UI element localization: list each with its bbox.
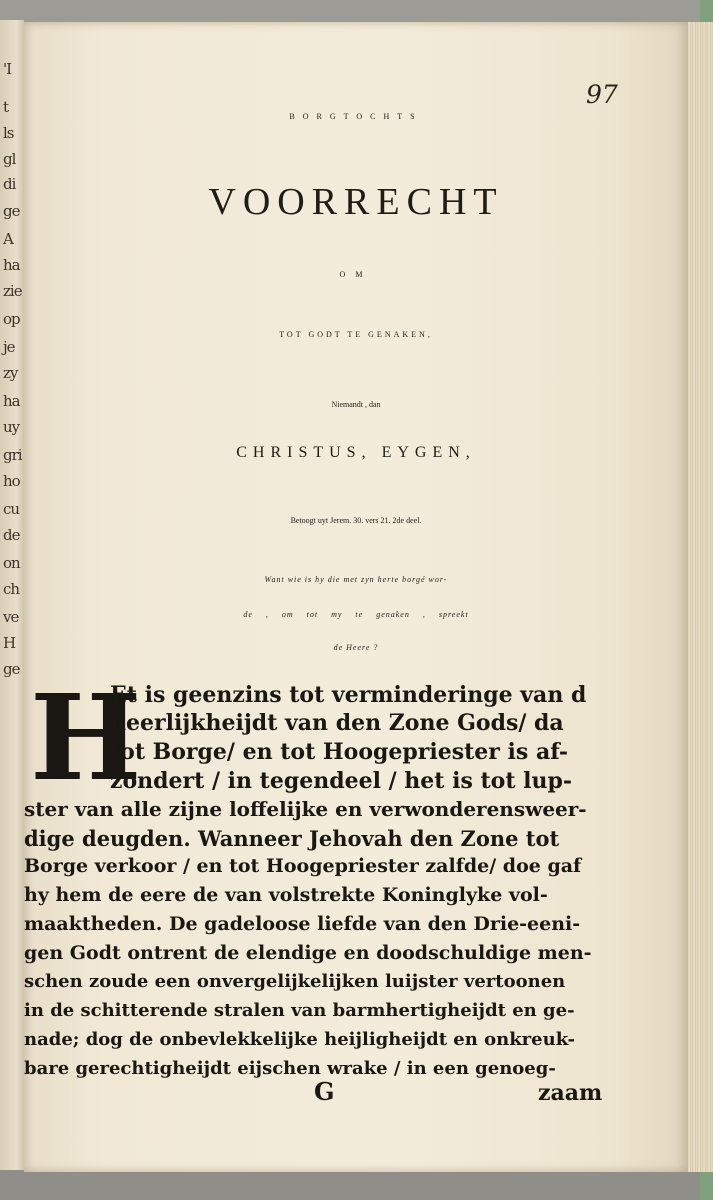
- margin-fragment: ve: [3, 608, 19, 626]
- title-line-7: Betoogt uyt Jerem. 30. vers 21. 2de deel.: [290, 516, 422, 525]
- body-line-1: Et is geenzins tot verminderinge van d: [110, 682, 587, 708]
- title-line-1: BORGTOCHTS: [289, 112, 423, 121]
- body-line-3: tot Borge/ en tot Hoogepriester is af-: [110, 739, 569, 765]
- margin-fragment: H: [3, 634, 16, 652]
- margin-fragment: ha: [3, 256, 20, 274]
- margin-fragment: zy: [3, 364, 18, 382]
- body-line-13: nade; dog de onbevlekkelijke heijligheijdt en onkreuk-: [24, 1029, 575, 1050]
- body-line-8: hy hem de eere de van volstrekte Koninglyke vol-: [24, 884, 548, 906]
- body-line-7: Borge verkoor / en tot Hoogepriester zalfde/ doe gaf: [24, 855, 582, 877]
- margin-fragment: di: [3, 175, 16, 193]
- book-page: [24, 22, 688, 1172]
- body-line-4: zondert / in tegendeel / het is tot lup-: [110, 768, 573, 794]
- body-line-11: schen zoude een onvergelijkelijken luijster vertoonen: [24, 971, 566, 992]
- margin-fragment: 'I: [3, 60, 12, 78]
- margin-fragment: zie: [3, 282, 22, 300]
- signature-mark: G: [314, 1077, 335, 1106]
- body-line-5: ster van alle zijne loffelijke en verwonderensweer-: [24, 797, 587, 821]
- margin-fragment: ge: [3, 660, 20, 678]
- page-number: 97: [586, 80, 618, 109]
- title-line-4: TOT GODT TE GENAKEN,: [279, 330, 433, 339]
- margin-fragment: op: [3, 310, 20, 328]
- margin-fragment: t: [3, 98, 9, 116]
- body-line-6: dige deugden. Wanneer Jehovah den Zone tot: [24, 826, 560, 851]
- motto-line-1: Want wie is hy die met zyn herte borgé wor-: [264, 575, 448, 584]
- margin-fragment: ge: [3, 202, 20, 220]
- body-line-12: in de schitterende stralen van barmhertigheijdt en ge-: [24, 1000, 575, 1021]
- margin-fragment: cu: [3, 500, 20, 518]
- previous-page-margin: [0, 20, 24, 1170]
- margin-fragment: ho: [3, 472, 20, 490]
- catchword: zaam: [538, 1080, 603, 1106]
- drop-cap: H: [30, 668, 142, 807]
- margin-fragment: ch: [3, 580, 20, 598]
- body-line-10: gen Godt ontrent de elendige en doodschuldige men-: [24, 942, 592, 964]
- margin-fragment: gl: [3, 150, 16, 168]
- motto-line-3: de Heere ?: [333, 643, 379, 652]
- margin-fragment: on: [3, 554, 20, 572]
- body-line-2: heerlijkheijdt van den Zone Gods/ da: [110, 710, 564, 736]
- body-line-9: maaktheden. De gadeloose liefde van den Drie-eeni-: [24, 913, 581, 935]
- title-line-3: OM: [339, 270, 373, 279]
- margin-fragment: gri: [3, 446, 22, 464]
- margin-fragment: uy: [3, 418, 20, 436]
- motto-line-2: de , om tot my te genaken , spreekt: [243, 610, 469, 619]
- body-line-14: bare gerechtigheijdt eijschen wrake / in een genoeg-: [24, 1058, 556, 1079]
- title-line-6: CHRISTUS, EYGEN,: [236, 444, 476, 461]
- margin-fragment: ls: [3, 124, 14, 142]
- margin-fragment: de: [3, 526, 20, 544]
- title-line-2: VOORRECHT: [208, 181, 504, 223]
- margin-fragment: ha: [3, 392, 20, 410]
- margin-fragment: A: [3, 230, 13, 248]
- title-line-5: Niemandt , dan: [331, 400, 381, 409]
- margin-fragment: je: [3, 338, 15, 356]
